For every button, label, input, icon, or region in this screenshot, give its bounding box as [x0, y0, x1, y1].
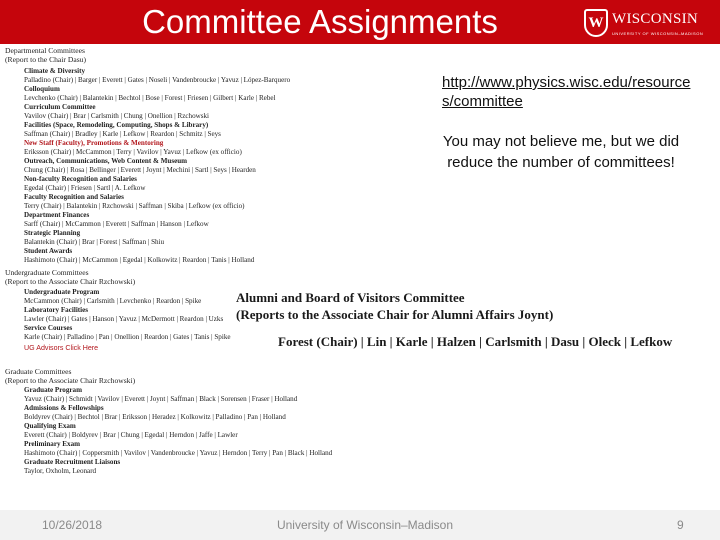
committee-members: Karle (Chair) | Palladino | Pan | Onellion | Reardon | Gates | Tanis | Spike [24, 333, 231, 341]
committee-heading: Admissions & Fellowships [24, 404, 104, 412]
committee-members: Egedal (Chair) | Friesen | Sartl | A. Lefkow [24, 184, 146, 192]
crest-icon: W [584, 9, 608, 37]
committee-heading: Graduate Recruitment Liaisons [24, 458, 121, 466]
committee-members: Hashimoto (Chair) | Coppersmith | Vavilov | Vandenbroucke | Yavuz | Herndon | Terry | Pan | Black | Holland [24, 449, 333, 457]
committee-heading: Outreach, Communications, Web Content & Museum [24, 157, 188, 165]
logo-tagline: UNIVERSITY OF WISCONSIN–MADISON [612, 31, 704, 36]
alumni-committee-title [236, 289, 553, 323]
committee-url-link[interactable]: http://www.physics.wisc.edu/resources/committee [442, 74, 691, 110]
committee-members: Boldyrev (Chair) | Bechtol | Brar | Eriksson | Heradez | Kolkowitz | Palladino | Pan | Holland [24, 413, 286, 421]
alumni-committee-members: Forest (Chair) | Lin | Karle | Halzen | Carlsmith | Dasu | Oleck | Lefkow [278, 334, 673, 349]
committee-members: Everett (Chair) | Boldyrev | Brar | Chung | Egedal | Herndon | Jaffe | Lawler [24, 431, 238, 439]
footer-institution: University of Wisconsin–Madison [276, 518, 454, 532]
logo-wordmark: WISCONSIN [612, 11, 699, 27]
alumni-committee-heading: Alumni and Board of Visitors Committee [236, 290, 465, 305]
committee-heading: Department Finances [24, 211, 90, 219]
committee-members: Eriksson (Chair) | McCammon | Terry | Vavilov | Yavuz | Lefkow (ex officio) [24, 148, 242, 156]
committee-heading: Student Awards [24, 247, 73, 255]
slide-number: 9 [677, 518, 684, 532]
committee-heading: Colloquium [24, 85, 60, 93]
slide-title: Committee Assignments [142, 3, 498, 40]
committee-heading: Climate & Diversity [24, 67, 86, 75]
wisconsin-logo [584, 9, 714, 39]
slide-footer [0, 510, 720, 540]
committee-members: Sarff (Chair) | McCammon | Everett | Saffman | Hanson | Lefkow [24, 220, 209, 228]
committee-heading: Departmental Committees [5, 46, 85, 55]
committee-heading: New Staff (Faculty), Promotions & Mentoring [24, 139, 164, 147]
committee-members: Saffman (Chair) | Bradley | Karle | Lefkow | Reardon | Schmitz | Seys [24, 130, 221, 138]
committee-heading: Curriculum Committee [24, 103, 96, 111]
committee-members: Lawler (Chair) | Gates | Hanson | Yavuz | McDermott | Reardon | Uzks [24, 315, 224, 323]
committee-members: Chung (Chair) | Rosa | Bellinger | Everett | Joynt | Mechini | Sartl | Seys | Hearden [24, 166, 256, 174]
alumni-committee-subtitle: (Reports to the Associate Chair for Alumni Affairs Joynt) [236, 307, 554, 322]
committee-heading: Faculty Recognition and Salaries [24, 193, 124, 201]
title-bar [0, 0, 720, 44]
committee-members: Levchenko (Chair) | Balantekin | Bechtol | Bose | Forest | Friesen | Gilbert | Karle | Rebel [24, 94, 276, 102]
committee-heading: Facilities (Space, Remodeling, Computing, Shops & Library) [24, 121, 209, 129]
committee-heading: Graduate Committees [5, 367, 72, 376]
committee-members: Taylor, Oxholm, Leonard [24, 467, 97, 475]
committee-heading: Undergraduate Committees [5, 268, 89, 277]
committee-members: Yavuz (Chair) | Schmidt | Vavilov | Everett | Joynt | Saffman | Black | Sorensen | Fraser | Holland [24, 395, 298, 403]
committee-heading: (Report to the Associate Chair Rzchowski) [5, 376, 136, 385]
committee-heading: Graduate Program [24, 386, 82, 394]
committee-members: Vavilov (Chair) | Brar | Carlsmith | Chung | Onellion | Rzchowski [24, 112, 210, 120]
committee-heading: Qualifying Exam [24, 422, 76, 430]
footer-date: 10/26/2018 [42, 518, 103, 532]
committee-heading: Laboratory Facilities [24, 306, 89, 314]
committee-members: Hashimoto (Chair) | McCammon | Egedal | Kolkowitz | Reardon | Tanis | Holland [24, 256, 255, 264]
committee-heading: Undergraduate Program [24, 288, 100, 296]
committee-heading: (Report to the Chair Dasu) [5, 55, 86, 64]
committee-members: Palladino (Chair) | Barger | Everett | Gates | Noseli | Vandenbroucke | Yavuz | López-Barquero [24, 76, 291, 84]
committee-members: Balantekin (Chair) | Brar | Forest | Saffman | Shiu [24, 238, 165, 246]
committee-heading: Non-faculty Recognition and Salaries [24, 175, 137, 183]
committee-members: Terry (Chair) | Balantekin | Rzchowski | Saffman | Skiba | Lefkow (ex officio) [24, 202, 245, 210]
committee-members: McCammon (Chair) | Carlsmith | Levchenko | Reardon | Spike [24, 297, 202, 305]
committee-heading: Preliminary Exam [24, 440, 81, 448]
note-text: You may not believe me, but we did reduce the number of committees! [442, 133, 680, 171]
ug-advisors-link[interactable]: UG Advisors Click Here [24, 344, 99, 352]
committee-heading: Strategic Planning [24, 229, 81, 237]
committee-heading: Service Courses [24, 324, 73, 332]
committee-heading: (Report to the Associate Chair Rzchowski) [5, 277, 136, 286]
